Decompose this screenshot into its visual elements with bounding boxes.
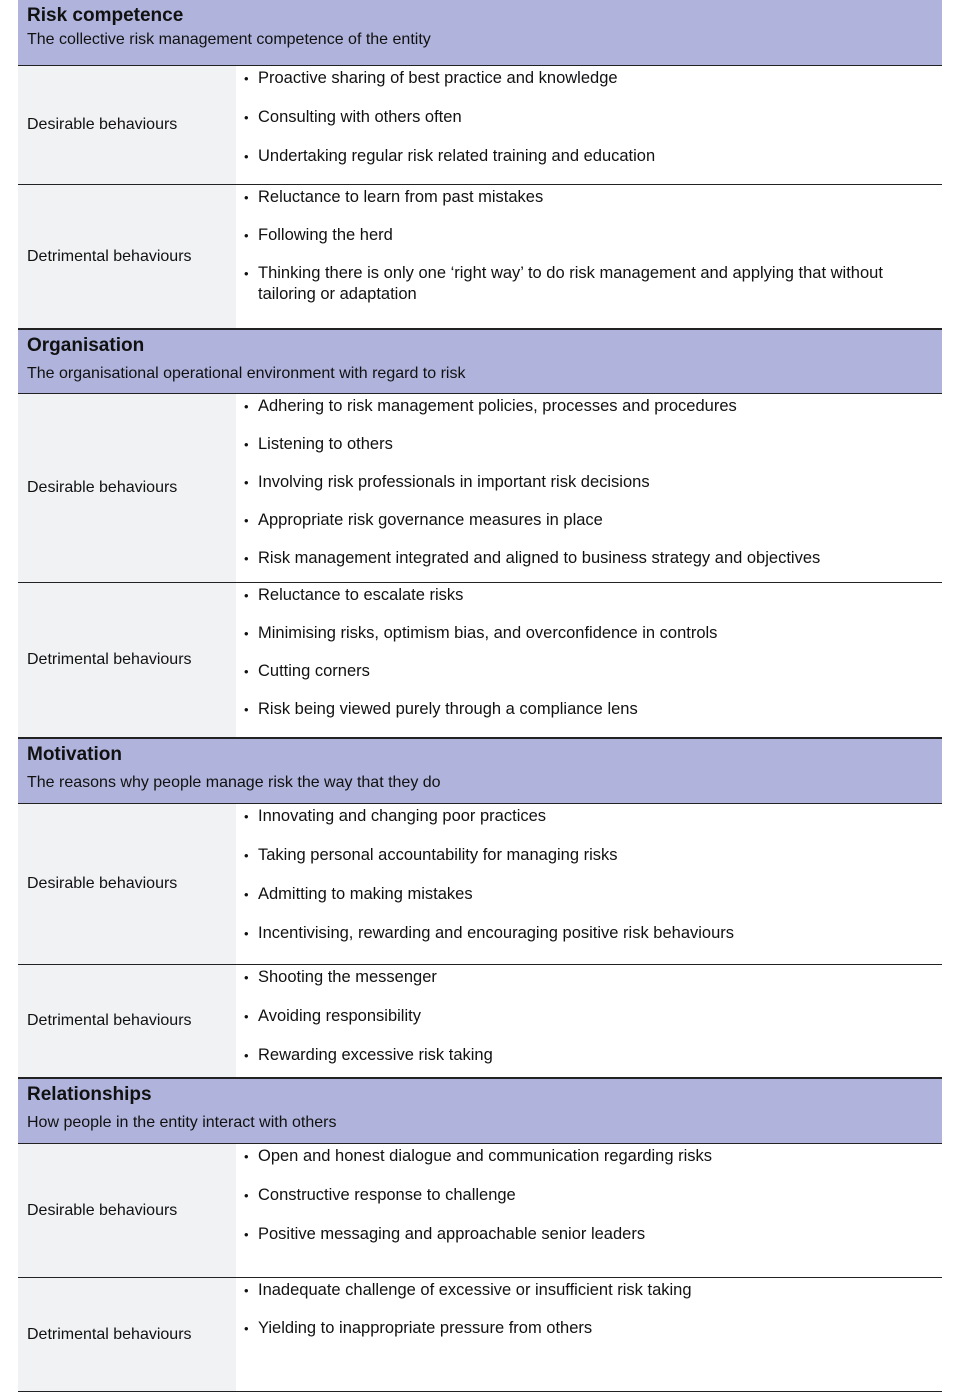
list-item: • Following the herd [244, 225, 942, 246]
list-item: • Minimising risks, optimism bias, and overconfidence in controls [244, 623, 942, 644]
list-item: • Constructive response to challenge [244, 1185, 942, 1206]
section-title: Motivation [27, 744, 122, 765]
list-item: • Avoiding responsibility [244, 1006, 942, 1027]
detrimental-behaviours-row [18, 965, 942, 1078]
list-item: • Incentivising, rewarding and encouraging positive risk behaviours [244, 923, 942, 944]
list-item: • Proactive sharing of best practice and knowledge [244, 68, 942, 89]
list-item: • Rewarding excessive risk taking [244, 1045, 942, 1066]
list-item: • Listening to others [244, 434, 942, 455]
list-item: • Taking personal accountability for managing risks [244, 845, 942, 866]
desirable-behaviours-row [18, 394, 942, 583]
detrimental-items [236, 583, 942, 737]
list-item: • Yielding to inappropriate pressure from others [244, 1318, 942, 1339]
section-subtitle: The organisational operational environment with regard to risk [27, 365, 466, 382]
section-subtitle: How people in the entity interact with others [27, 1114, 337, 1131]
section-relationships [18, 1078, 942, 1392]
desirable-label-text: Desirable behaviours [27, 116, 178, 133]
section-header [18, 1078, 942, 1144]
list-item: • Appropriate risk governance measures in place [244, 510, 942, 531]
detrimental-label-text: Detrimental behaviours [27, 651, 192, 668]
desirable-label [18, 1144, 236, 1277]
desirable-label [18, 804, 236, 964]
detrimental-items [236, 185, 942, 328]
list-item: • Innovating and changing poor practices [244, 806, 942, 827]
detrimental-label-text: Detrimental behaviours [27, 247, 192, 265]
section-motivation [18, 738, 942, 1078]
desirable-behaviours-row [18, 1144, 942, 1278]
list-item: • Open and honest dialogue and communication regarding risks [244, 1146, 942, 1167]
detrimental-label [18, 583, 236, 737]
desirable-items [236, 66, 942, 184]
list-item: • Involving risk professionals in important risk decisions [244, 472, 942, 493]
desirable-label-text: Desirable behaviours [27, 1201, 178, 1219]
section-header [18, 0, 942, 66]
section-title: Relationships [27, 1084, 152, 1105]
desirable-items [236, 804, 942, 964]
list-item: • Shooting the messenger [244, 967, 942, 988]
section-header [18, 738, 942, 804]
desirable-items [236, 1144, 942, 1277]
desirable-label-text: Desirable behaviours [27, 875, 178, 892]
section-risk-competence [18, 0, 942, 329]
detrimental-items [236, 1278, 942, 1391]
section-title: Organisation [27, 335, 145, 356]
detrimental-label [18, 1278, 236, 1391]
list-item: • Risk being viewed purely through a compliance lens [244, 699, 942, 720]
desirable-items [236, 394, 942, 582]
detrimental-label-text: Detrimental behaviours [27, 1325, 192, 1343]
detrimental-behaviours-row [18, 583, 942, 738]
section-header [18, 329, 942, 394]
list-item: • Admitting to making mistakes [244, 884, 942, 905]
list-item: • Adhering to risk management policies, processes and procedures [244, 396, 942, 417]
list-item: • Undertaking regular risk related training and education [244, 146, 942, 167]
desirable-behaviours-row [18, 66, 942, 185]
detrimental-items [236, 965, 942, 1077]
detrimental-label [18, 965, 236, 1077]
section-subtitle: The collective risk management competence of the entity [27, 31, 431, 48]
desirable-behaviours-row [18, 804, 942, 965]
list-item: • Thinking there is only one ‘right way’ to do risk management and applying that without tailoring or adaptation [244, 263, 942, 305]
list-item: • Reluctance to escalate risks [244, 585, 942, 606]
section-title: Risk competence [27, 5, 184, 26]
section-subtitle: The reasons why people manage risk the way that they do [27, 774, 441, 791]
desirable-label-text: Desirable behaviours [27, 479, 178, 496]
list-item: • Positive messaging and approachable senior leaders [244, 1224, 942, 1245]
list-item: • Consulting with others often [244, 107, 942, 128]
list-item: • Inadequate challenge of excessive or insufficient risk taking [244, 1280, 942, 1301]
behaviours-table [18, 0, 942, 1392]
list-item: • Reluctance to learn from past mistakes [244, 187, 942, 208]
list-item: • Cutting corners [244, 661, 942, 682]
desirable-label [18, 66, 236, 184]
detrimental-label [18, 185, 236, 328]
section-organisation [18, 329, 942, 738]
detrimental-label-text: Detrimental behaviours [27, 1012, 192, 1029]
list-item: • Risk management integrated and aligned to business strategy and objectives [244, 548, 942, 569]
detrimental-behaviours-row [18, 1278, 942, 1392]
desirable-label [18, 394, 236, 582]
detrimental-behaviours-row [18, 185, 942, 329]
